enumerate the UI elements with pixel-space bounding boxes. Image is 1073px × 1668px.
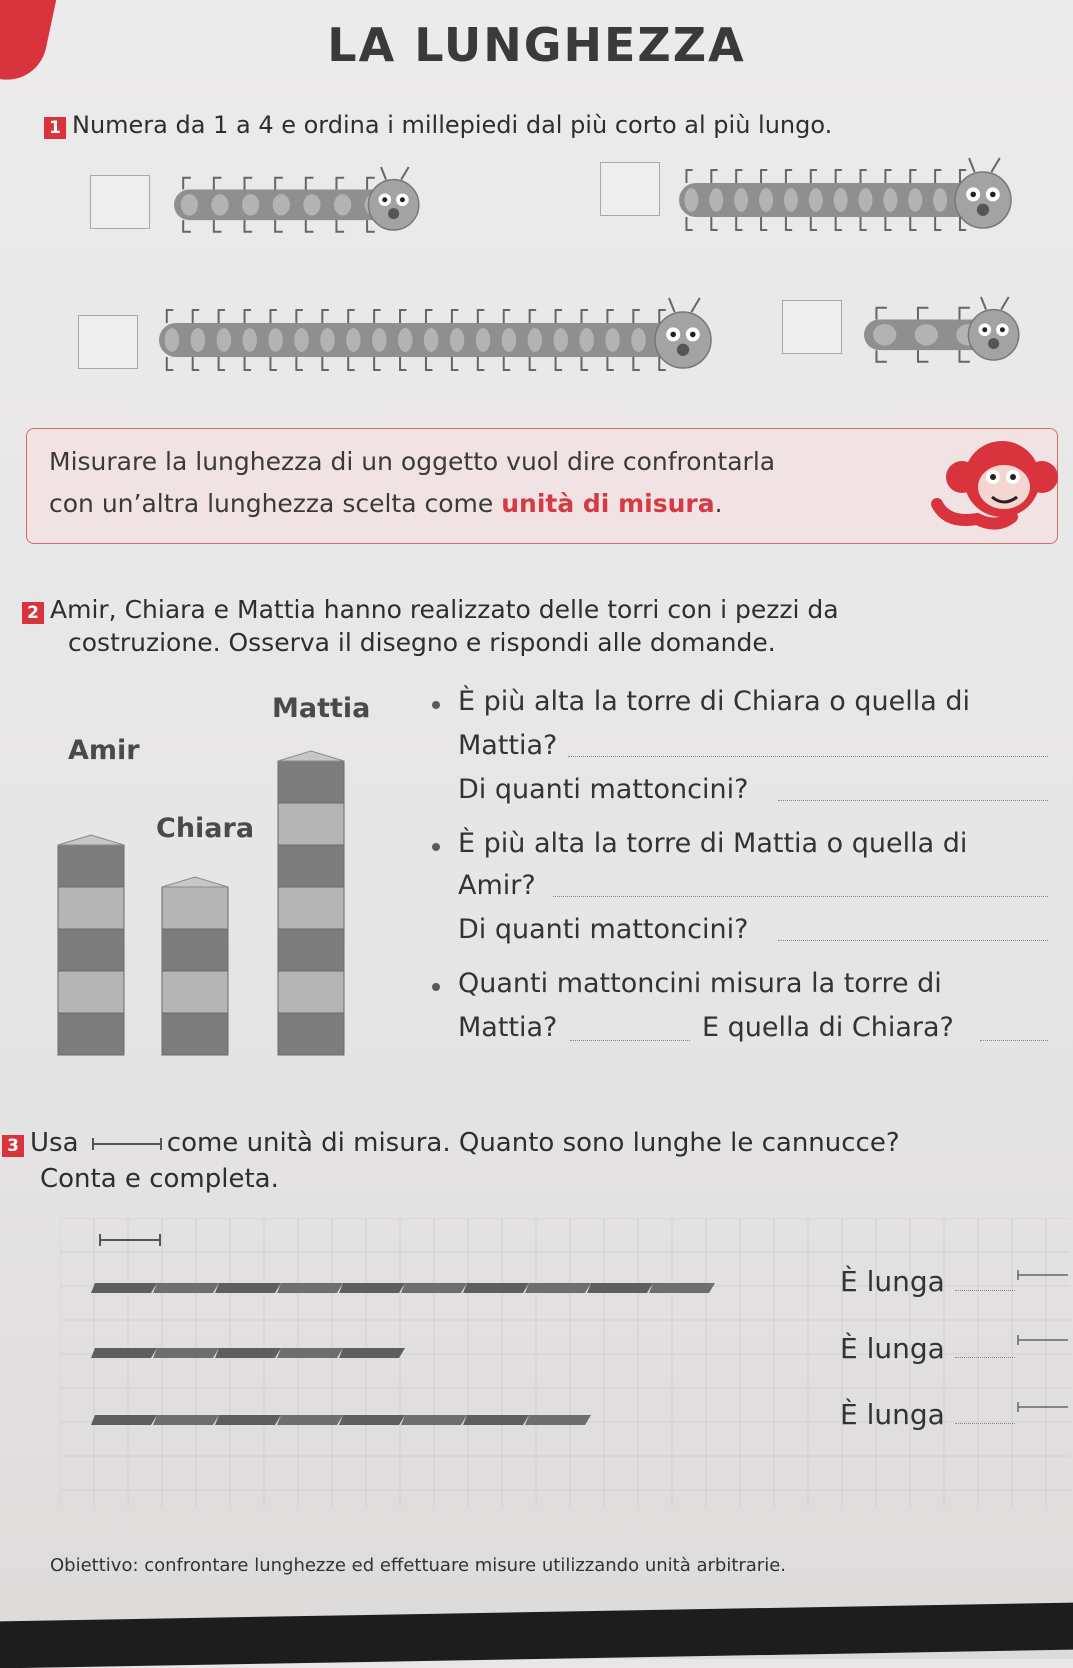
caterpillar-leg-top xyxy=(910,170,916,183)
caterpillar-leg-top xyxy=(167,310,173,323)
straw-3-segment xyxy=(91,1415,157,1425)
tower-top-chiara xyxy=(162,877,228,887)
caterpillar-leg-bottom xyxy=(736,217,742,230)
definition-end: . xyxy=(714,489,723,518)
straw-1-label: È lunga xyxy=(840,1265,945,1298)
exercise-2-text-1: Amir, Chiara e Mattia hanno realizzato delle torri con i pezzi da xyxy=(50,595,839,624)
caterpillar-leg-top xyxy=(607,310,613,323)
answer-blank-1[interactable] xyxy=(568,756,1048,757)
caterpillar-antenna xyxy=(401,167,409,180)
straw-3-answer-blank[interactable] xyxy=(955,1423,1015,1424)
caterpillar-leg-top xyxy=(876,308,886,320)
tower-brick-mattia xyxy=(278,887,344,929)
caterpillar-segment xyxy=(915,324,938,345)
straw-3-segment xyxy=(153,1415,219,1425)
answer-blank-5[interactable] xyxy=(570,1040,690,1041)
straw-1-segment xyxy=(463,1283,529,1293)
caterpillar-leg-top xyxy=(530,310,536,323)
caterpillar-segment xyxy=(528,328,543,352)
caterpillar-segment xyxy=(398,328,413,352)
exercise-3-number: 3 xyxy=(2,1135,24,1157)
answer-box-caterpillar-4[interactable] xyxy=(782,300,842,354)
caterpillar-leg-top xyxy=(786,170,792,183)
caterpillar-leg-bottom xyxy=(935,217,941,230)
caterpillar-segment xyxy=(859,188,873,212)
caterpillar-leg-bottom xyxy=(633,357,639,370)
caterpillar-antenna xyxy=(669,298,675,312)
caterpillar-leg-bottom xyxy=(426,357,432,370)
tower-brick-chiara xyxy=(162,971,228,1013)
definition-line-1 xyxy=(49,447,775,476)
caterpillar-leg-bottom xyxy=(786,217,792,230)
caterpillar-antenna xyxy=(1001,297,1009,310)
caterpillar-segment xyxy=(709,188,723,212)
caterpillar-leg-top xyxy=(214,178,222,190)
straw-1-segment xyxy=(91,1283,157,1293)
bullet-1 xyxy=(432,701,440,709)
caterpillar-leg-bottom xyxy=(452,357,458,370)
question-3-line-2: Mattia? xyxy=(458,1012,558,1043)
caterpillar-segment xyxy=(191,328,206,352)
tower-brick-amir xyxy=(58,1013,124,1055)
exercise-2-instruction-line-1 xyxy=(22,593,839,627)
caterpillar-leg-top xyxy=(918,308,928,320)
caterpillar-leg-top xyxy=(275,178,283,190)
caterpillar-segment xyxy=(268,328,283,352)
caterpillar-segment xyxy=(502,328,517,352)
caterpillar-segment xyxy=(303,194,320,215)
caterpillar-leg-bottom xyxy=(183,220,191,232)
caterpillar-leg-top xyxy=(336,178,344,190)
caterpillar-mouth xyxy=(988,338,999,349)
caterpillar-mouth xyxy=(977,204,989,216)
tower-brick-amir xyxy=(58,971,124,1013)
caterpillar-segment xyxy=(734,188,748,212)
caterpillar-leg-bottom xyxy=(607,357,613,370)
straw-1-answer-blank[interactable] xyxy=(955,1290,1015,1291)
caterpillar-leg-bottom xyxy=(374,357,380,370)
caterpillar-leg-bottom xyxy=(270,357,276,370)
straw-2-segment xyxy=(91,1348,157,1358)
caterpillar-leg-top xyxy=(581,310,587,323)
caterpillar-3 xyxy=(155,288,735,388)
tower-brick-mattia xyxy=(278,1013,344,1055)
caterpillar-leg-top xyxy=(245,310,251,323)
caterpillar-leg-bottom xyxy=(167,357,173,370)
caterpillar-antenna xyxy=(691,298,699,312)
exercise-2-instruction-line-2: costruzione. Osserva il disegno e rispondi alle domande. xyxy=(68,628,776,657)
caterpillar-leg-top xyxy=(959,308,969,320)
caterpillar-leg-top xyxy=(306,178,314,190)
caterpillar-leg-bottom xyxy=(504,357,510,370)
caterpillar-pupil xyxy=(400,197,405,202)
exercise-2-number: 2 xyxy=(22,602,44,624)
caterpillar-antenna xyxy=(381,167,386,180)
straw-2-label: È lunga xyxy=(840,1332,945,1365)
caterpillar-segment xyxy=(450,328,465,352)
straw-2-segment xyxy=(153,1348,219,1358)
caterpillar-leg-top xyxy=(836,170,842,183)
tower-brick-mattia xyxy=(278,845,344,887)
exercise-1-number: 1 xyxy=(44,117,66,139)
caterpillar-segment xyxy=(554,328,569,352)
caterpillar-leg-bottom xyxy=(336,220,344,232)
caterpillar-segment xyxy=(165,328,180,352)
tower-brick-amir xyxy=(58,929,124,971)
caterpillar-leg-bottom xyxy=(876,350,886,362)
bullet-3 xyxy=(432,983,440,991)
caterpillar-leg-bottom xyxy=(836,217,842,230)
caterpillar-leg-bottom xyxy=(959,350,969,362)
caterpillar-segment xyxy=(294,328,309,352)
caterpillar-segment xyxy=(933,188,947,212)
caterpillar-leg-bottom xyxy=(761,217,767,230)
caterpillar-leg-top xyxy=(504,310,510,323)
bullet-2 xyxy=(432,843,440,851)
exercise-1-instruction xyxy=(44,108,832,142)
caterpillar-leg-top xyxy=(374,310,380,323)
unit-segment-icon xyxy=(91,1136,163,1152)
answer-blank-4[interactable] xyxy=(778,940,1048,941)
caterpillar-antenna xyxy=(969,158,975,172)
caterpillar-head xyxy=(955,172,1011,228)
caterpillar-leg-bottom xyxy=(686,217,692,230)
tower-top-mattia xyxy=(278,751,344,761)
definition-box xyxy=(26,428,1058,544)
caterpillar-leg-top xyxy=(426,310,432,323)
question-1-line-1: È più alta la torre di Chiara o quella di xyxy=(458,686,970,717)
caterpillar-pupil xyxy=(670,332,676,338)
caterpillar-leg-bottom xyxy=(275,220,283,232)
photo-bottom-edge xyxy=(0,1603,1073,1668)
caterpillar-mouth xyxy=(388,208,399,219)
answer-blank-2[interactable] xyxy=(778,800,1048,801)
tower-brick-amir xyxy=(58,887,124,929)
caterpillar-segment xyxy=(908,188,922,212)
question-3-line-3: E quella di Chiara? xyxy=(702,1012,954,1043)
straw-3-segment xyxy=(215,1415,281,1425)
answer-box-caterpillar-3[interactable] xyxy=(78,315,138,369)
straw-2-segment xyxy=(215,1348,281,1358)
caterpillar-segment xyxy=(605,328,620,352)
caterpillar-leg-bottom xyxy=(322,357,328,370)
caterpillar-leg-bottom xyxy=(306,220,314,232)
straw-1-segment xyxy=(339,1283,405,1293)
tower-brick-chiara xyxy=(162,929,228,971)
question-1-line-3: Di quanti mattoncini? xyxy=(458,774,749,805)
tower-brick-mattia xyxy=(278,971,344,1013)
definition-start: con un’altra lunghezza scelta come xyxy=(49,489,502,518)
question-1-line-2: Mattia? xyxy=(458,730,558,761)
straw-3-segment xyxy=(525,1415,591,1425)
question-2-line-2: Amir? xyxy=(458,870,536,901)
straw-1-segment xyxy=(525,1283,591,1293)
answer-blank-3[interactable] xyxy=(553,896,1048,897)
straw-1-segment xyxy=(649,1283,715,1293)
tower-brick-amir xyxy=(58,845,124,887)
caterpillar-leg-bottom xyxy=(885,217,891,230)
caterpillar-leg-top xyxy=(219,310,225,323)
tower-brick-mattia xyxy=(278,803,344,845)
question-2-line-1: È più alta la torre di Mattia o quella di xyxy=(458,828,968,859)
caterpillar-leg-top xyxy=(556,310,562,323)
exercise-3-instruction-line-2: Conta e completa. xyxy=(40,1164,279,1194)
caterpillar-leg-bottom xyxy=(811,217,817,230)
straw-1-segment xyxy=(215,1283,281,1293)
caterpillar-leg-bottom xyxy=(861,217,867,230)
caterpillar-leg-top xyxy=(270,310,276,323)
answer-box-caterpillar-2[interactable] xyxy=(600,162,660,216)
caterpillar-leg-bottom xyxy=(348,357,354,370)
definition-unit-highlight: unità di misura xyxy=(501,489,715,518)
tower-brick-chiara xyxy=(162,887,228,929)
tower-brick-mattia xyxy=(278,761,344,803)
straw-1-segment xyxy=(153,1283,219,1293)
towers-illustration xyxy=(40,735,360,1065)
tower-label-amir: Amir xyxy=(68,735,140,766)
caterpillar-segment xyxy=(684,188,698,212)
caterpillar-pupil xyxy=(990,192,996,198)
caterpillar-segment xyxy=(211,194,228,215)
straw-3-segment xyxy=(277,1415,343,1425)
caterpillar-leg-top xyxy=(686,170,692,183)
tower-label-mattia: Mattia xyxy=(272,693,371,724)
caterpillar-segment xyxy=(242,194,259,215)
straw-3-segment xyxy=(401,1415,467,1425)
caterpillar-leg-bottom xyxy=(910,217,916,230)
definition-line-2 xyxy=(49,489,723,518)
exercise-1-text: Numera da 1 a 4 e ordina i millepiedi dal più corto al più lungo. xyxy=(72,111,833,139)
caterpillar-segment xyxy=(181,194,198,215)
caterpillar-leg-bottom xyxy=(245,357,251,370)
caterpillar-4 xyxy=(860,288,1040,378)
caterpillar-leg-bottom xyxy=(219,357,225,370)
caterpillar-pupil xyxy=(690,332,696,338)
tower-label-chiara: Chiara xyxy=(156,813,255,844)
caterpillar-segment xyxy=(809,188,823,212)
caterpillar-leg-top xyxy=(633,310,639,323)
question-3-line-1: Quanti mattoncini misura la torre di xyxy=(458,968,942,999)
caterpillar-segment xyxy=(372,328,387,352)
caterpillar-pupil xyxy=(382,197,387,202)
caterpillar-leg-top xyxy=(193,310,199,323)
caterpillar-leg-top xyxy=(761,170,767,183)
caterpillar-pupil xyxy=(982,327,987,332)
question-2-line-3: Di quanti mattoncini? xyxy=(458,914,749,945)
caterpillar-1 xyxy=(170,158,440,248)
caterpillar-antenna xyxy=(981,297,986,310)
caterpillar-segment xyxy=(579,328,594,352)
caterpillar-leg-bottom xyxy=(918,350,928,362)
straw-1-segment xyxy=(401,1283,467,1293)
caterpillar-leg-top xyxy=(183,178,191,190)
caterpillar-leg-bottom xyxy=(244,220,252,232)
caterpillar-leg-top xyxy=(861,170,867,183)
caterpillar-segment xyxy=(784,188,798,212)
caterpillar-leg-bottom xyxy=(214,220,222,232)
caterpillar-leg-bottom xyxy=(367,220,375,232)
caterpillar-leg-top xyxy=(811,170,817,183)
caterpillar-leg-top xyxy=(367,178,375,190)
monkey-mascot-icon xyxy=(907,429,1067,539)
caterpillar-pupil xyxy=(970,192,976,198)
caterpillar-leg-bottom xyxy=(530,357,536,370)
straw-2-segment xyxy=(339,1348,405,1358)
caterpillar-leg-top xyxy=(400,310,406,323)
answer-box-caterpillar-1[interactable] xyxy=(90,175,150,229)
caterpillar-leg-top xyxy=(452,310,458,323)
caterpillar-leg-bottom xyxy=(478,357,484,370)
answer-blank-6[interactable] xyxy=(980,1040,1048,1041)
caterpillar-leg-bottom xyxy=(296,357,302,370)
caterpillar-leg-top xyxy=(935,170,941,183)
exercise-3-instruction-line-1 xyxy=(2,1126,900,1160)
tower-top-amir xyxy=(58,835,124,845)
straw-3-label: È lunga xyxy=(840,1398,945,1431)
straw-3-segment xyxy=(463,1415,529,1425)
tower-brick-chiara xyxy=(162,1013,228,1055)
caterpillar-segment xyxy=(759,188,773,212)
caterpillar-leg-top xyxy=(736,170,742,183)
caterpillar-pupil xyxy=(1000,327,1005,332)
caterpillar-segment xyxy=(476,328,491,352)
caterpillar-leg-top xyxy=(348,310,354,323)
caterpillar-leg-top xyxy=(885,170,891,183)
caterpillar-leg-top xyxy=(478,310,484,323)
caterpillar-segment xyxy=(631,328,646,352)
caterpillar-segment xyxy=(873,324,896,345)
caterpillar-segment xyxy=(334,194,351,215)
caterpillar-segment xyxy=(883,188,897,212)
caterpillar-antenna xyxy=(991,158,999,172)
caterpillar-segment xyxy=(273,194,290,215)
tower-brick-mattia xyxy=(278,929,344,971)
caterpillar-2 xyxy=(675,148,1035,248)
caterpillar-leg-bottom xyxy=(711,217,717,230)
caterpillar-segment xyxy=(242,328,257,352)
caterpillar-segment xyxy=(424,328,439,352)
caterpillar-leg-bottom xyxy=(400,357,406,370)
caterpillar-segment xyxy=(834,188,848,212)
caterpillar-segment xyxy=(320,328,335,352)
objective-text: Obiettivo: confrontare lunghezze ed effettuare misure utilizzando unità arbitrarie. xyxy=(50,1555,787,1576)
caterpillar-segment xyxy=(346,328,361,352)
caterpillar-head xyxy=(368,180,418,230)
caterpillar-head xyxy=(968,310,1018,360)
caterpillar-segment xyxy=(217,328,232,352)
caterpillar-leg-top xyxy=(711,170,717,183)
exercise-3-text-start: Usa xyxy=(30,1128,79,1158)
definition-bold: Misurare la lunghezza xyxy=(49,447,323,476)
caterpillar-leg-top xyxy=(244,178,252,190)
caterpillar-leg-bottom xyxy=(556,357,562,370)
page-title: LA LUNGHEZZA xyxy=(327,18,746,72)
straw-2-answer-blank[interactable] xyxy=(955,1357,1015,1358)
caterpillar-leg-top xyxy=(322,310,328,323)
straw-1-segment xyxy=(277,1283,343,1293)
definition-rest: di un oggetto vuol dire confrontarla xyxy=(322,447,776,476)
caterpillar-mouth xyxy=(677,344,689,356)
caterpillar-leg-top xyxy=(296,310,302,323)
straw-2-segment xyxy=(277,1348,343,1358)
exercise-3-text-end: come unità di misura. Quanto sono lunghe le cannucce? xyxy=(166,1128,900,1158)
caterpillar-head xyxy=(655,312,711,368)
straw-3-segment xyxy=(339,1415,405,1425)
caterpillar-leg-bottom xyxy=(193,357,199,370)
caterpillar-leg-bottom xyxy=(581,357,587,370)
straw-1-segment xyxy=(587,1283,653,1293)
